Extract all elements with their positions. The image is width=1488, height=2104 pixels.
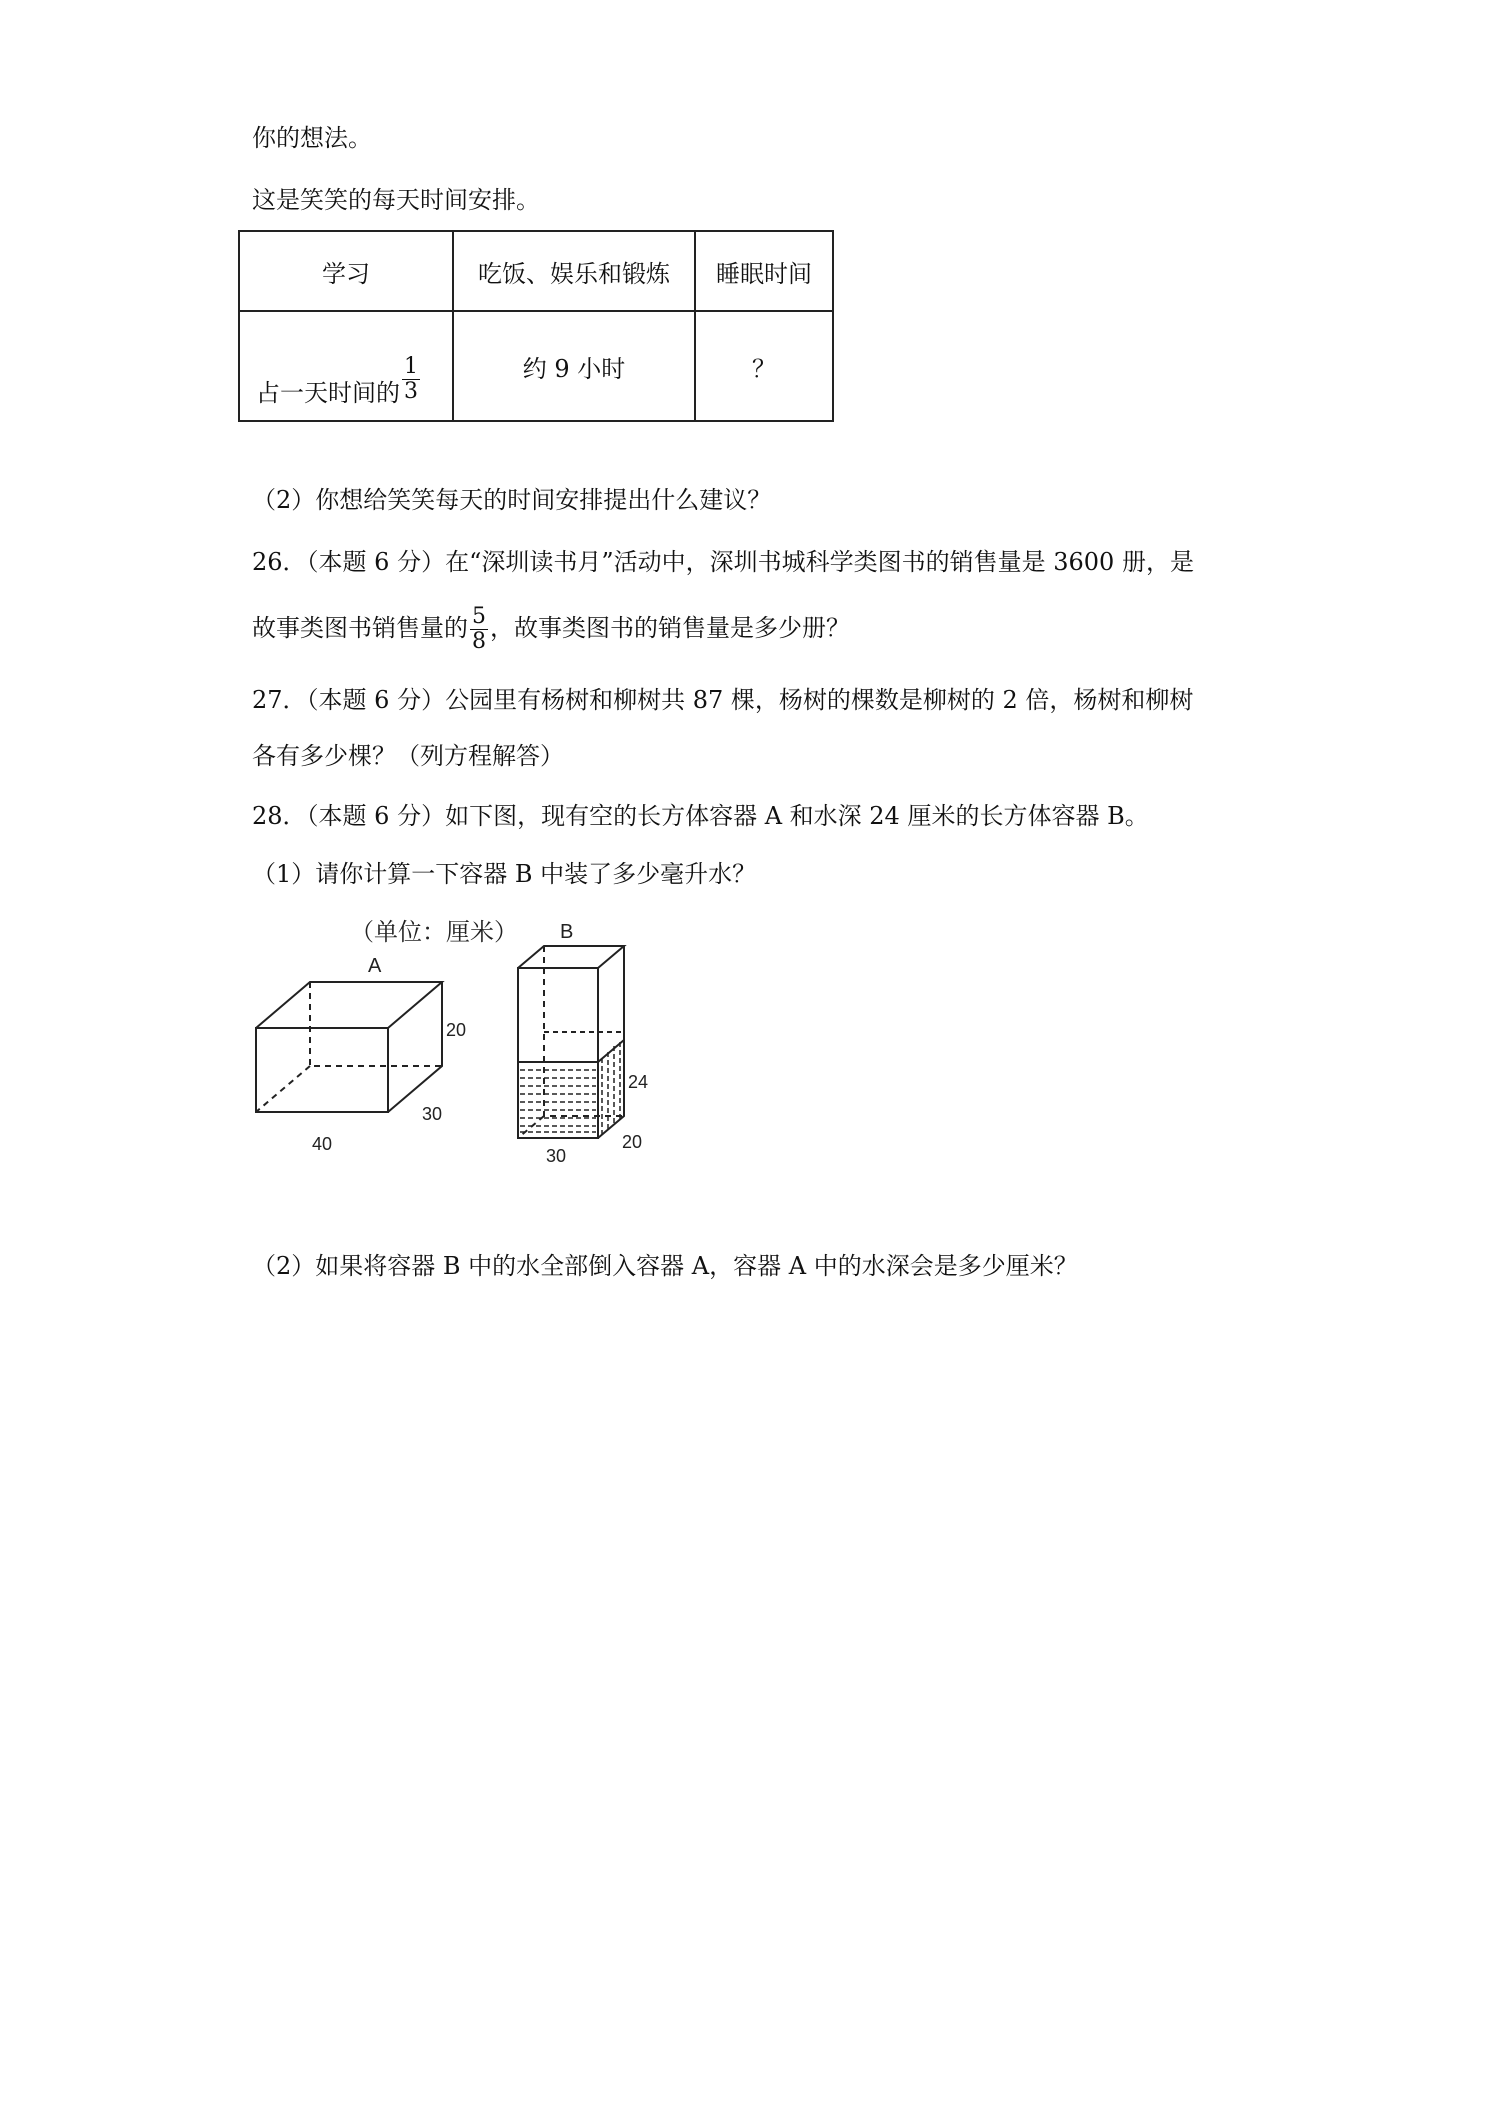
box-b-width: 20 (622, 1132, 643, 1152)
fraction-denominator: 3 (404, 379, 418, 404)
intro-tail-text: 你的想法。 (252, 124, 372, 152)
sleep-cell: ？ (695, 311, 833, 421)
box-a-label: A (368, 955, 382, 977)
fraction-numerator: 5 (472, 604, 486, 629)
q25-part2-text: （2）你想给笑笑每天的时间安排提出什么建议？ (252, 486, 772, 514)
box-b-length: 30 (546, 1146, 567, 1166)
table-row (239, 231, 833, 311)
schedule-intro-text: 这是笑笑的每天时间安排。 (252, 186, 540, 214)
table-row (239, 311, 833, 421)
box-b-label: B (560, 921, 574, 943)
header-meals: 吃饭、娱乐和锻炼 (453, 231, 695, 311)
header-sleep: 睡眠时间 (695, 231, 833, 311)
box-a-height: 20 (446, 1020, 467, 1040)
box-a-length: 40 (312, 1134, 333, 1154)
meals-cell: 约 9 小时 (453, 311, 695, 421)
containers-figure (250, 912, 680, 1182)
q28-part1: （1）请你计算一下容器 B 中装了多少毫升水？ (252, 860, 757, 888)
box-a-width: 30 (422, 1104, 443, 1124)
unit-label: （单位：厘米） (350, 919, 518, 946)
q28-part2: （2）如果将容器 B 中的水全部倒入容器 A，容器 A 中的水深会是多少厘米？ (252, 1252, 1078, 1280)
q26-line2 (252, 602, 850, 654)
container-a (256, 982, 442, 1112)
header-study: 学习 (239, 231, 453, 311)
q26-line1: 26．（本题 6 分）在“深圳读书月”活动中，深圳书城科学类图书的销售量是 3600 册，是 (252, 548, 1194, 576)
box-b-water-depth: 24 (628, 1072, 649, 1092)
q27-line1: 27．（本题 6 分）公园里有杨树和柳树共 87 棵，杨树的棵数是柳树的 2 倍，杨树和柳树 (252, 686, 1194, 714)
study-fraction (402, 355, 420, 404)
q28-line1: 28．（本题 6 分）如下图，现有空的长方体容器 A 和水深 24 厘米的长方体容器 B。 (252, 802, 1149, 830)
q27-line2: 各有多少棵？（列方程解答） (252, 742, 564, 770)
fraction-denominator: 8 (472, 629, 486, 654)
q26-fraction (470, 605, 488, 654)
q26-suffix: ，故事类图书的销售量是多少册？ (490, 614, 850, 642)
study-cell (239, 311, 453, 421)
schedule-table (238, 230, 834, 422)
fraction-numerator: 1 (404, 354, 418, 379)
water-surface (518, 1040, 624, 1062)
q26-prefix: 故事类图书销售量的 (252, 614, 468, 642)
study-prefix: 占一天时间的 (256, 379, 400, 407)
